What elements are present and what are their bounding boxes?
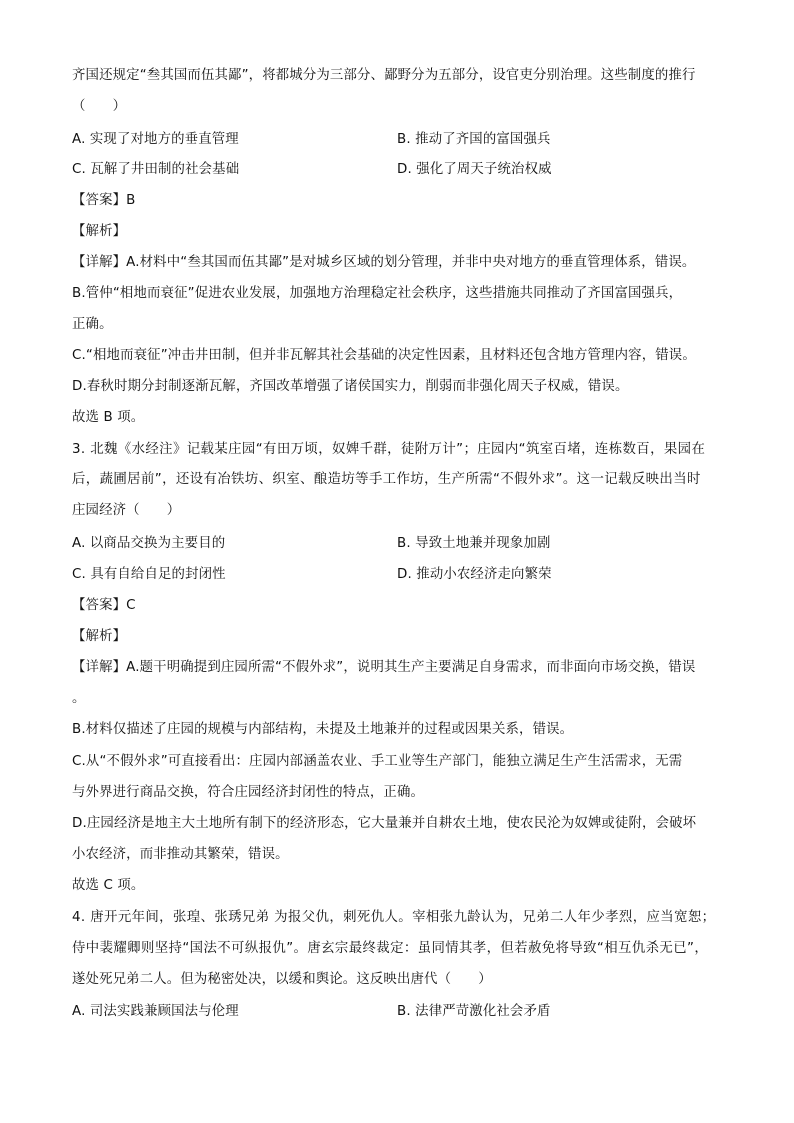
q3-detail-a-line2: 。 [72, 691, 86, 706]
q2-detail-c: C.“相地而衰征”冲击井田制，但并非瓦解其社会基础的决定性因素，且材料还包含地方管理内容，错误。 [72, 348, 696, 363]
q3-option-a: A. 以商品交换为主要目的 [72, 536, 226, 551]
q2-detail-b-line2: 正确。 [72, 317, 113, 332]
q2-detail-b-line1: B.管仲“相地而衰征”促进农业发展，加强地方治理稳定社会秩序，这些措施共同推动了齐国富国强兵， [72, 286, 683, 301]
q3-detail-d-line1: D.庄园经济是地主大土地所有制下的经济形态，它大量兼并自耕农土地，使农民沦为奴婢或徒附，会破坏 [72, 816, 697, 831]
q3-stem-line3: 庄园经济（ ） [72, 503, 181, 518]
q3-detail-d-line2: 小农经济，而非推动其繁荣，错误。 [72, 847, 289, 862]
q3-detail-a-line1: 【详解】A.题干明确提到庄园所需“不假外求”，说明其生产主要满足自身需求，而非面向市场交换，错误 [72, 660, 696, 675]
q3-option-c: C. 具有自给自足的封闭性 [72, 567, 226, 582]
q3-analysis-label: 【解析】 [72, 629, 127, 644]
q4-stem-line3: 遂处死兄弟二人。但为秘密处决，以缓和舆论。这反映出唐代（ ） [72, 972, 492, 987]
q2-detail-a: 【详解】A.材料中“叁其国而伍其鄙”是对城乡区域的划分管理，并非中央对地方的垂直管理体系，错误。 [72, 255, 696, 270]
q3-option-b: B. 导致土地兼并现象加剧 [397, 536, 551, 551]
q2-option-b: B. 推动了齐国的富国强兵 [397, 132, 551, 147]
q2-option-d: D. 强化了周天子统治权威 [397, 162, 552, 177]
q4-stem-line2: 侍中裴耀卿则坚持“国法不可纵报仇”。唐玄宗最终裁定：虽同情其孝，但若赦免将导致“相互仇杀无已”， [72, 941, 709, 956]
q4-option-b: B. 法律严苛激化社会矛盾 [397, 1004, 551, 1019]
q2-option-a: A. 实现了对地方的垂直管理 [72, 132, 239, 147]
q2-stem-line2: （ ） [72, 99, 127, 114]
q3-detail-b: B.材料仅描述了庄园的规模与内部结构，未提及土地兼并的过程或因果关系，错误。 [72, 722, 574, 737]
q3-option-d: D. 推动小农经济走向繁荣 [397, 567, 552, 582]
q2-conclusion: 故选 B 项。 [72, 410, 145, 425]
q2-analysis-label: 【解析】 [72, 224, 127, 239]
q3-conclusion: 故选 C 项。 [72, 878, 145, 893]
q2-detail-d: D.春秋时期分封制逐渐瓦解，齐国改革增强了诸侯国实力，削弱而非强化周天子权威，错误。 [72, 379, 629, 394]
q2-option-c: C. 瓦解了井田制的社会基础 [72, 162, 240, 177]
q4-option-a: A. 司法实践兼顾国法与伦理 [72, 1004, 239, 1019]
q3-detail-c-line1: C.从“不假外求”可直接看出：庄园内部涵盖农业、手工业等生产部门，能独立满足生产生活需求，无需 [72, 754, 683, 769]
q3-detail-c-line2: 与外界进行商品交换，符合庄园经济封闭性的特点，正确。 [72, 785, 425, 800]
q4-stem-line1: 4. 唐开元年间，张瑝、张琇兄弟 为报父仇，刺死仇人。宰相张九龄认为，兄弟二人年少孝烈，应当宽恕； [72, 910, 716, 925]
q3-stem-line1: 3. 北魏《水经注》记载某庄园“有田万顷，奴婢千群，徒附万计”；庄园内“筑室百堵，连栋数百，果园在 [72, 442, 706, 457]
q3-stem-line2: 后，蔬圃居前”，还设有冶铁坊、织室、酿造坊等手工作坊，生产所需“不假外求”。这一记载反映出当时 [72, 472, 701, 487]
q3-answer: 【答案】C [72, 598, 136, 613]
q2-stem-line1: 齐国还规定“叁其国而伍其鄙”，将都城分为三部分、鄙野分为五部分，设官吏分别治理。这些制度的推行 [72, 68, 696, 83]
q2-answer: 【答案】B [72, 193, 136, 208]
